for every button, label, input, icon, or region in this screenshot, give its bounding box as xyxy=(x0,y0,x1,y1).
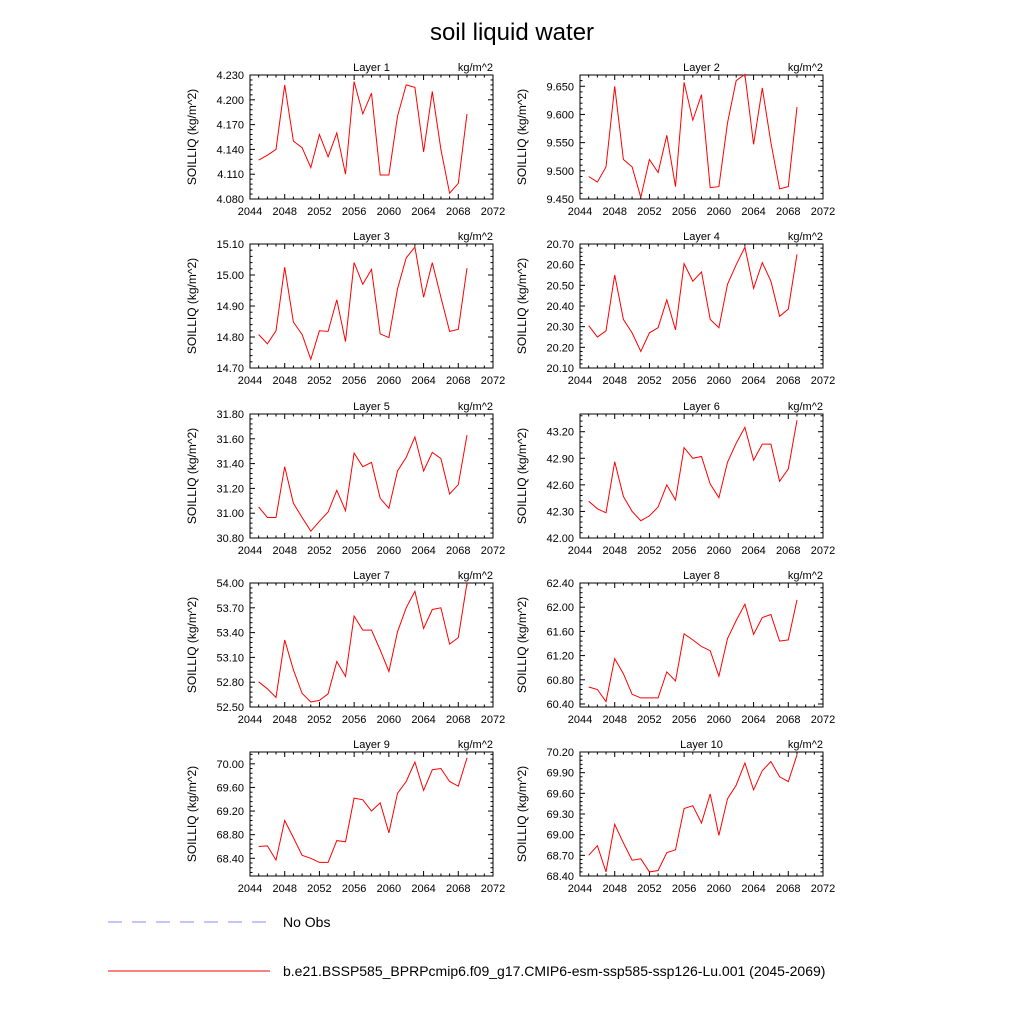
y-tick-label: 4.080 xyxy=(216,194,244,206)
x-tick-label: 2064 xyxy=(411,545,436,557)
x-tick-label: 2056 xyxy=(341,375,367,387)
y-tick-label: 68.40 xyxy=(216,853,244,866)
x-tick-label: 2072 xyxy=(480,714,506,726)
y-tick-label: 20.40 xyxy=(546,301,574,313)
y-axis-label: SOILLIQ (kg/m^2) xyxy=(185,765,199,863)
x-tick-label: 2044 xyxy=(567,375,593,387)
series-line xyxy=(589,420,797,521)
x-tick-label: 2064 xyxy=(411,375,436,387)
series-line xyxy=(589,755,797,872)
y-tick-label: 68.80 xyxy=(216,829,244,842)
panel-units: kg/m^2 xyxy=(457,401,493,413)
x-tick-label: 2056 xyxy=(671,883,697,895)
y-tick-label: 54.00 xyxy=(216,578,244,590)
x-tick-label: 2068 xyxy=(446,714,471,726)
x-tick-label: 2072 xyxy=(810,883,836,895)
legend-obs-label: No Obs xyxy=(283,914,331,930)
panel-units: kg/m^2 xyxy=(787,739,823,751)
y-tick-label: 31.00 xyxy=(216,508,244,521)
plot-frame xyxy=(580,75,823,199)
plot-frame xyxy=(580,244,823,368)
plot-frame xyxy=(580,583,823,707)
y-tick-label: 20.30 xyxy=(546,321,574,334)
y-tick-label: 9.600 xyxy=(546,109,574,122)
x-tick-label: 2072 xyxy=(810,375,836,387)
y-axis-label: SOILLIQ (kg/m^2) xyxy=(515,88,529,186)
panel-layer-2 xyxy=(515,62,835,218)
panel-units: kg/m^2 xyxy=(457,739,493,751)
y-tick-label: 53.10 xyxy=(216,652,244,665)
legend xyxy=(108,914,825,979)
y-tick-label: 30.80 xyxy=(216,533,244,545)
x-tick-label: 2052 xyxy=(307,714,332,726)
y-tick-label: 4.230 xyxy=(216,70,244,82)
x-tick-label: 2048 xyxy=(272,206,297,218)
y-tick-label: 14.70 xyxy=(216,363,244,375)
x-tick-label: 2048 xyxy=(602,545,627,557)
y-tick-label: 20.50 xyxy=(546,280,574,293)
x-tick-label: 2072 xyxy=(480,375,506,387)
y-tick-label: 70.20 xyxy=(546,747,574,759)
x-tick-label: 2072 xyxy=(480,206,506,218)
series-line xyxy=(589,247,797,351)
x-tick-label: 2072 xyxy=(480,545,506,557)
x-tick-label: 2048 xyxy=(602,883,627,895)
y-tick-label: 31.60 xyxy=(216,433,244,446)
y-tick-label: 9.500 xyxy=(546,165,574,178)
x-tick-label: 2072 xyxy=(480,883,506,895)
series-line xyxy=(259,435,467,531)
legend-model-label: b.e21.BSSP585_BPRPcmip6.f09_g17.CMIP6-esm-ssp585-ssp126-Lu.001 (2045-2069) xyxy=(283,963,826,979)
y-tick-label: 61.60 xyxy=(546,626,574,639)
x-tick-label: 2048 xyxy=(602,375,627,387)
panel-title: Layer 5 xyxy=(353,401,390,413)
y-tick-label: 42.00 xyxy=(546,533,574,545)
x-tick-label: 2064 xyxy=(741,375,766,387)
x-tick-label: 2052 xyxy=(307,206,332,218)
x-tick-label: 2068 xyxy=(776,545,801,557)
x-tick-label: 2068 xyxy=(776,206,801,218)
x-tick-label: 2056 xyxy=(671,714,697,726)
panel-title: Layer 1 xyxy=(353,62,390,74)
x-tick-label: 2044 xyxy=(237,375,263,387)
x-tick-label: 2056 xyxy=(341,883,367,895)
y-tick-label: 9.450 xyxy=(546,194,574,206)
x-tick-label: 2044 xyxy=(237,883,263,895)
x-tick-label: 2044 xyxy=(237,714,263,726)
plot-frame xyxy=(250,244,493,368)
x-tick-label: 2052 xyxy=(307,375,332,387)
x-tick-label: 2044 xyxy=(567,206,593,218)
panel-title: Layer 2 xyxy=(683,62,720,74)
plot-frame xyxy=(250,752,493,876)
x-tick-label: 2044 xyxy=(567,714,593,726)
x-tick-label: 2060 xyxy=(376,714,402,726)
x-tick-label: 2060 xyxy=(376,206,402,218)
x-tick-label: 2056 xyxy=(341,545,367,557)
x-tick-label: 2048 xyxy=(272,714,297,726)
panel-layer-10 xyxy=(515,739,835,895)
panel-title: Layer 3 xyxy=(353,231,390,243)
series-line xyxy=(259,82,467,194)
panel-title: Layer 7 xyxy=(353,570,390,582)
series-line xyxy=(589,74,797,197)
panel-units: kg/m^2 xyxy=(787,401,823,413)
panel-layer-3 xyxy=(185,231,505,387)
x-tick-label: 2048 xyxy=(272,883,297,895)
y-tick-label: 4.110 xyxy=(217,169,244,182)
panel-layer-6 xyxy=(515,401,835,557)
x-tick-label: 2060 xyxy=(376,883,402,895)
x-tick-label: 2044 xyxy=(567,883,593,895)
x-tick-label: 2068 xyxy=(776,375,801,387)
panel-title: Layer 9 xyxy=(353,739,390,751)
y-tick-label: 20.20 xyxy=(546,342,574,355)
panel-units: kg/m^2 xyxy=(787,231,823,243)
series-line xyxy=(259,583,467,702)
series-line xyxy=(589,600,797,702)
x-tick-label: 2044 xyxy=(567,545,593,557)
y-axis-label: SOILLIQ (kg/m^2) xyxy=(515,765,529,863)
y-tick-label: 4.170 xyxy=(216,119,244,132)
x-tick-label: 2052 xyxy=(637,545,662,557)
y-tick-label: 68.40 xyxy=(546,871,574,883)
y-tick-label: 20.60 xyxy=(546,259,574,272)
x-tick-label: 2060 xyxy=(706,545,732,557)
x-tick-label: 2044 xyxy=(237,206,263,218)
x-tick-label: 2052 xyxy=(637,206,662,218)
y-tick-label: 69.90 xyxy=(546,767,574,780)
panel-title: Layer 6 xyxy=(683,401,720,413)
x-tick-label: 2060 xyxy=(706,714,732,726)
panel-units: kg/m^2 xyxy=(457,62,493,74)
x-tick-label: 2060 xyxy=(706,883,732,895)
x-tick-label: 2052 xyxy=(637,375,662,387)
y-tick-label: 31.80 xyxy=(216,409,244,421)
x-tick-label: 2052 xyxy=(307,883,332,895)
y-tick-label: 70.00 xyxy=(216,758,244,771)
y-tick-label: 52.80 xyxy=(216,677,244,690)
x-tick-label: 2068 xyxy=(446,206,471,218)
y-axis-label: SOILLIQ (kg/m^2) xyxy=(515,596,529,694)
x-tick-label: 2056 xyxy=(341,714,367,726)
panel-units: kg/m^2 xyxy=(457,231,493,243)
y-tick-label: 31.40 xyxy=(216,458,244,471)
panel-layer-8 xyxy=(515,570,835,726)
figure-title: soil liquid water xyxy=(429,19,595,46)
x-tick-label: 2044 xyxy=(237,545,263,557)
y-tick-label: 15.00 xyxy=(216,270,244,282)
x-tick-label: 2052 xyxy=(307,545,332,557)
y-tick-label: 14.90 xyxy=(216,301,244,313)
x-tick-label: 2060 xyxy=(706,375,732,387)
x-tick-label: 2064 xyxy=(741,714,766,726)
x-tick-label: 2064 xyxy=(411,206,436,218)
x-tick-label: 2048 xyxy=(602,206,627,218)
x-tick-label: 2072 xyxy=(810,206,836,218)
x-tick-label: 2048 xyxy=(602,714,627,726)
panel-title: Layer 8 xyxy=(683,570,720,582)
y-tick-label: 69.00 xyxy=(546,829,574,842)
y-tick-label: 15.10 xyxy=(216,239,244,251)
x-tick-label: 2060 xyxy=(706,206,732,218)
plot-frame xyxy=(580,752,823,876)
series-line xyxy=(259,247,467,359)
x-tick-label: 2052 xyxy=(637,714,662,726)
y-tick-label: 9.550 xyxy=(546,137,574,150)
series-line xyxy=(259,758,467,863)
y-tick-label: 69.60 xyxy=(546,788,574,801)
panel-units: kg/m^2 xyxy=(787,62,823,74)
panel-units: kg/m^2 xyxy=(457,570,493,582)
panel-layer-7 xyxy=(185,570,505,726)
x-tick-label: 2068 xyxy=(446,375,471,387)
x-tick-label: 2064 xyxy=(741,545,766,557)
x-tick-label: 2056 xyxy=(341,206,367,218)
y-tick-label: 69.30 xyxy=(546,809,574,821)
y-tick-label: 31.20 xyxy=(216,483,244,496)
x-tick-label: 2072 xyxy=(810,545,836,557)
x-tick-label: 2048 xyxy=(272,545,297,557)
panel-layer-4 xyxy=(515,231,835,387)
y-axis-label: SOILLIQ (kg/m^2) xyxy=(515,257,529,355)
panels xyxy=(185,62,835,895)
plot-frame xyxy=(580,414,823,538)
x-tick-label: 2068 xyxy=(446,883,471,895)
x-tick-label: 2064 xyxy=(411,883,436,895)
y-tick-label: 52.50 xyxy=(216,702,244,714)
y-tick-label: 9.650 xyxy=(546,81,574,94)
x-tick-label: 2048 xyxy=(272,375,297,387)
panel-layer-1 xyxy=(185,62,505,218)
x-tick-label: 2056 xyxy=(671,206,697,218)
y-axis-label: SOILLIQ (kg/m^2) xyxy=(185,596,199,694)
y-tick-label: 4.140 xyxy=(216,144,244,157)
x-tick-label: 2072 xyxy=(810,714,836,726)
x-tick-label: 2064 xyxy=(741,206,766,218)
y-axis-label: SOILLIQ (kg/m^2) xyxy=(515,427,529,525)
y-tick-label: 14.80 xyxy=(216,332,244,344)
x-tick-label: 2052 xyxy=(637,883,662,895)
panel-title: Layer 10 xyxy=(680,739,723,751)
x-tick-label: 2068 xyxy=(776,883,801,895)
y-tick-label: 42.30 xyxy=(546,506,574,519)
y-tick-label: 62.40 xyxy=(546,578,574,590)
x-tick-label: 2060 xyxy=(376,545,402,557)
y-tick-label: 53.40 xyxy=(216,627,244,640)
y-tick-label: 61.20 xyxy=(546,650,574,663)
x-tick-label: 2056 xyxy=(671,375,697,387)
y-tick-label: 42.60 xyxy=(546,479,574,492)
y-tick-label: 69.60 xyxy=(216,782,244,795)
y-tick-label: 60.40 xyxy=(546,698,574,711)
y-tick-label: 20.70 xyxy=(546,239,574,251)
x-tick-label: 2068 xyxy=(776,714,801,726)
panel-units: kg/m^2 xyxy=(787,570,823,582)
y-tick-label: 20.10 xyxy=(546,363,574,375)
y-axis-label: SOILLIQ (kg/m^2) xyxy=(185,257,199,355)
y-tick-label: 68.70 xyxy=(546,850,574,863)
x-tick-label: 2068 xyxy=(446,545,471,557)
x-tick-label: 2056 xyxy=(671,545,697,557)
y-tick-label: 42.90 xyxy=(546,453,574,466)
y-tick-label: 60.80 xyxy=(546,674,574,687)
y-axis-label: SOILLIQ (kg/m^2) xyxy=(185,88,199,186)
y-tick-label: 43.20 xyxy=(546,426,574,439)
x-tick-label: 2064 xyxy=(411,714,436,726)
x-tick-label: 2064 xyxy=(741,883,766,895)
y-tick-label: 62.00 xyxy=(546,602,574,615)
panel-title: Layer 4 xyxy=(683,231,720,243)
y-tick-label: 69.20 xyxy=(216,806,244,819)
panel-layer-9 xyxy=(185,739,505,895)
x-tick-label: 2060 xyxy=(376,375,402,387)
panel-layer-5 xyxy=(185,401,505,557)
y-axis-label: SOILLIQ (kg/m^2) xyxy=(185,427,199,525)
y-tick-label: 53.70 xyxy=(216,602,244,615)
y-tick-label: 4.200 xyxy=(216,94,244,107)
